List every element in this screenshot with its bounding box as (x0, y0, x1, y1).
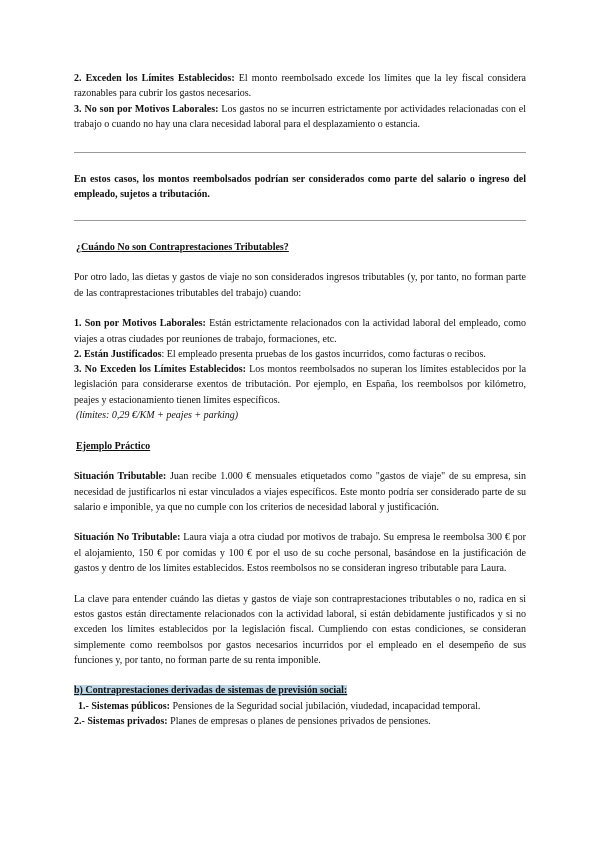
section-b-title: b) Contraprestaciones derivadas de sistemas de previsión social: (74, 685, 348, 697)
situation-taxable-text: Juan recibe 1.000 € mensuales etiquetados como "gastos de viaje" de su empresa, sin necesidad de justificarlos ni estar vinculados a viajes específicos. Este monto podría ser considerado parte de su salario e imponible, ya que no cumple con los criterios de necesidad laboral y justificación. (74, 471, 526, 513)
criterion-1 (74, 316, 526, 347)
section-b-item-2-text: Planes de empresas o planes de pensiones privados de pensiones. (167, 715, 431, 727)
section-b-item-1-num: 1.- (78, 700, 89, 712)
criterion-2-text: : El empleado presenta pruebas de los gastos incurridos, como facturas o recibos. (161, 348, 486, 360)
criterion-2-title: Están Justificados (84, 348, 162, 360)
situation-non-taxable-title: Situación No Tributable: (74, 532, 181, 544)
top-item-3-num: 3. (74, 103, 82, 115)
top-item-2-text: El monto reembolsado excede los límites que la ley fiscal considera razonables para cubrir los gastos necesarios. (74, 73, 526, 100)
criterion-1-text: Están estrictamente relacionados con la actividad laboral del empleado, como viajes a otras ciudades por reuniones de trabajo, formaciones, etc. (74, 318, 526, 345)
top-item-2-num: 2. (74, 73, 82, 84)
criterion-3 (74, 362, 526, 408)
situation-taxable (74, 469, 526, 515)
top-item-2-title: Exceden los Límites Establecidos: (85, 73, 235, 84)
top-item-2 (74, 71, 526, 102)
criterion-3-title: No Exceden los Límites Establecidos: (84, 364, 246, 376)
criterion-3-text: Los montos reembolsados no superan los límites establecidos por la legislación para considerarse exentos de tributación. Por ejemplo, en España, los reembolsos por kilómetro, peajes y estacionamiento tienen límites específicos. (74, 364, 527, 406)
criterion-3-num: 3. (74, 364, 82, 376)
conclusion-paragraph: En estos casos, los montos reembolsados podrían ser considerados como parte del salario o ingreso del empleado, sujetos a tributación. (74, 174, 526, 201)
section-b-item-1 (74, 699, 526, 714)
situation-taxable-title: Situación Tributable: (74, 471, 167, 483)
criterion-1-title: Son por Motivos Laborales: (84, 318, 206, 330)
top-item-3 (74, 102, 526, 133)
criterion-2-num: 2. (74, 348, 82, 360)
section-b-item-2 (74, 714, 526, 729)
section-b-title-line (74, 683, 526, 698)
section-b-item-1-title: Sistemas públicos: (91, 700, 170, 712)
situation-non-taxable-text: Laura viaja a otra ciudad por motivos de trabajo. Su empresa le reembolsa 300 € por el alojamiento, 150 € por comidas y 100 € por el uso de su coche personal, basándose en la justificación de gastos y dentro de los límites establecidos. Estos reembolsos no se consideran ingreso tributable para Laura. (74, 532, 526, 575)
document-page (74, 71, 526, 729)
section-title: ¿Cuándo No son Contraprestaciones Tributables? (76, 241, 289, 253)
situation-non-taxable (74, 530, 526, 576)
top-item-3-text: Los gastos no se incurren estrictamente por actividades relacionadas con el trabajo o cuando no hay una clara necesidad laboral para el desplazamiento o estancia. (74, 103, 527, 130)
example-title: Ejemplo Práctico (76, 440, 151, 452)
section-b-item-2-num: 2.- (74, 715, 85, 727)
key-paragraph: La clave para entender cuándo las dietas y gastos de viaje son contraprestaciones tributables o no, radica en si estos gastos están directamente relacionados con la actividad laboral, si están debidamente justificados y si no exceden los límites establecidos por la legislación fiscal. Cumpliendo con estas condiciones, se consideran simplemente como reembolsos por gastos necesarios incurridos por el empleado en el desempeño de sus funciones y, por tanto, no forman parte de su renta imponible. (74, 593, 526, 666)
section-b-item-2-title: Sistemas privados: (87, 715, 168, 727)
criterion-2 (74, 347, 526, 362)
intro-paragraph: Por otro lado, las dietas y gastos de viaje no son considerados ingresos tributables (y, por tanto, no forman parte de las contraprestaciones tributables del trabajo) cuando: (74, 272, 526, 299)
limits-note: (límites: 0,29 €/KM + peajes + parking) (76, 410, 239, 422)
section-b-item-1-text: Pensiones de la Seguridad social jubilación, viudedad, incapacidad temporal. (169, 700, 481, 712)
criterion-1-num: 1. (74, 318, 82, 330)
top-item-3-title: No son por Motivos Laborales: (84, 103, 219, 115)
